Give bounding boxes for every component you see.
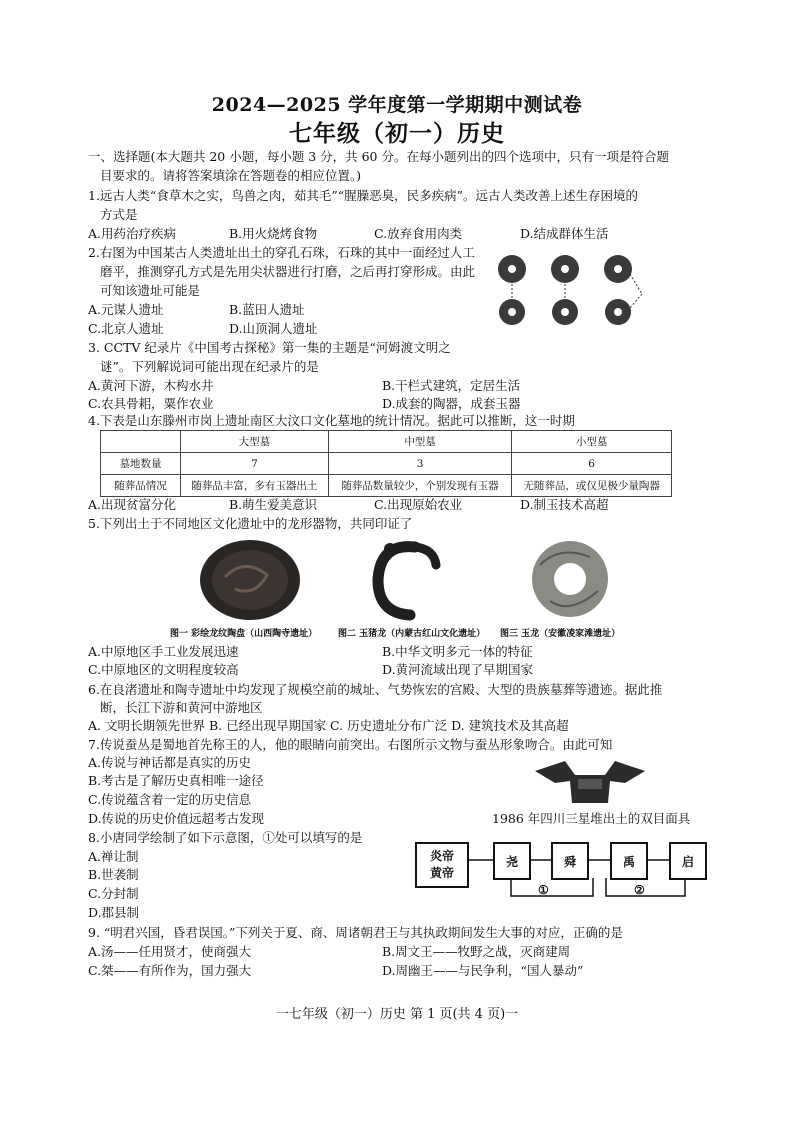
q1-option-a: A.用药治疗疾病	[88, 226, 177, 241]
mask-image-caption: 1986 年四川三星堆出土的双目面具	[492, 811, 691, 826]
q4-option-b: B.萌生爱美意识	[229, 497, 318, 512]
q6-stem-cont: 断，长江下游和黄河中游地区	[100, 700, 263, 715]
q7-option-b: B.考古是了解历史真相唯一途径	[88, 773, 264, 788]
q1-stem-cont: 方式是	[100, 207, 138, 222]
q7-option-d: D.传说的历史价值远超考古发现	[88, 811, 265, 826]
q3-option-d: D.成套的陶器，成套玉器	[382, 396, 521, 411]
table-cell: 3	[328, 453, 511, 475]
instructions-line2: 目要求的。请将答案填涂在答题卷的相应位置。)	[100, 168, 362, 183]
q2-option-d: D.山顶洞人遗址	[229, 321, 318, 336]
table-cell: 随葬品数量较少，个别发现有玉器	[328, 475, 511, 497]
q6-stem: 6.在良渚遗址和陶寺遗址中均发现了规模空前的城址、气势恢宏的宫殿、大型的贵族墓葬等遗迹。据此推	[88, 682, 663, 697]
yandi-huangdi-box	[415, 842, 469, 888]
q9-option-d: D.周幽王——与民争利，“国人暴动”	[382, 963, 584, 978]
q3-option-a: A.黄河下游，木构水井	[88, 378, 214, 393]
q4-option-a: A.出现贫富分化	[88, 497, 177, 512]
q5-stem: 5.下列出土于不同地区文化遗址中的龙形器物，共同印证了	[88, 516, 413, 531]
marker-1: ①	[538, 883, 549, 897]
painted-dragon-plate-image	[195, 537, 305, 623]
q8-stem: 8.小唐同学绘制了如下示意图，①处可以填写的是	[88, 830, 363, 845]
table-cell: 小型墓	[512, 431, 672, 453]
yao-box: 尧	[493, 842, 531, 880]
q8-option-c: C.分封制	[88, 886, 139, 901]
table-cell: 大型墓	[181, 431, 329, 453]
q1-option-c: C.放弃食用肉类	[374, 226, 463, 241]
figure2-caption: 图二 玉猪龙（内蒙古红山文化遗址）	[338, 629, 486, 639]
yandi-label: 炎帝	[429, 849, 454, 863]
table-cell: 随葬品丰富，多有玉器出土	[181, 475, 329, 497]
q3-stem: 3. CCTV 纪录片《中国考古探秘》第一集的主题是“河姆渡文明之	[88, 340, 451, 355]
table-header-row	[101, 431, 672, 453]
q8-option-d: D.郡县制	[88, 905, 140, 920]
figure1-caption: 图一 彩绘龙纹陶盘（山西陶寺遗址）	[170, 629, 318, 639]
q5-option-b: B.中华文明多元一体的特征	[382, 644, 533, 659]
q4-stem: 4.下表是山东滕州市岗上遗址南区大汶口文化墓地的统计情况。据此可以推断，这一时期	[88, 413, 575, 428]
q9-option-b: B.周文王——牧野之战，灭商建周	[382, 944, 571, 959]
q4-option-d: D.制玉技术高超	[520, 497, 609, 512]
q3-option-b: B.干栏式建筑，定居生活	[382, 378, 521, 393]
marker-2: ②	[634, 883, 645, 897]
table-cell: 7	[181, 453, 329, 475]
figure3-caption: 图三 玉龙（安徽凌家滩遗址）	[500, 629, 621, 639]
q5-option-d: D.黄河流域出现了早期国家	[382, 662, 534, 677]
table-cell: 随葬品情况	[101, 475, 181, 497]
q2-option-b: B.蓝田人遗址	[229, 302, 305, 317]
q2-stem: 2.右图为中国某古人类遗址出土的穿孔石珠，石珠的其中一面经过人工	[88, 245, 475, 260]
q1-option-d: D.结成群体生活	[520, 226, 609, 241]
jade-pig-dragon-image	[360, 535, 450, 623]
q9-option-c: C.桀——有所作为，国力强大	[88, 963, 252, 978]
table-cell: 墓地数量	[101, 453, 181, 475]
q1-stem: 1.远古人类“食草木之实，鸟兽之肉，茹其毛”“腥臊恶臭，民多疾病”。远古人类改善上述生存困境的	[88, 188, 638, 203]
stone-beads-image	[490, 244, 650, 334]
q3-stem-cont: 谜”。下列解说词可能出现在纪录片的是	[100, 359, 319, 374]
q9-stem: 9. “明君兴国，昏君误国。”下列关于夏、商、周诸朝君王与其执政期间发生大事的对应，正确的是	[88, 925, 623, 940]
exam-subtitle: 七年级（初一）历史	[289, 120, 505, 147]
q3-option-c: C.农具骨耜，粟作农业	[88, 396, 214, 411]
page-footer: 一七年级（初一）历史 第 1 页(共 4 页)一	[275, 1007, 519, 1022]
table-cell: 6	[512, 453, 672, 475]
jade-dragon-image	[520, 535, 620, 623]
q5-option-c: C.中原地区的文明程度较高	[88, 662, 239, 677]
table-row	[101, 453, 672, 475]
q1-option-b: B.用火烧烤食物	[229, 226, 318, 241]
exam-title: 2024—2025 学年度第一学期期中测试卷	[211, 94, 583, 116]
table-cell: 中型墓	[328, 431, 511, 453]
q7-stem: 7.传说蚕丛是蜀地首先称王的人，他的眼睛向前突出。右图所示文物与蚕丛形象吻合。由此可知	[88, 737, 613, 752]
table-cell: 无随葬品，或仅见极少量陶器	[512, 475, 672, 497]
q4-option-c: C.出现原始农业	[374, 497, 463, 512]
yu-box: 禹	[610, 842, 648, 880]
tomb-statistics-table	[100, 430, 672, 497]
shun-box: 舜	[551, 842, 589, 880]
q8-option-b: B.世袭制	[88, 867, 139, 882]
q2-option-a: A.元谋人遗址	[88, 302, 164, 317]
instructions-line1: 一、选择题(本大题共 20 小题，每小题 3 分，共 60 分。在每小题列出的四个选项中，只有一项是符合题	[88, 149, 669, 164]
q7-option-c: C.传说蕴含着一定的历史信息	[88, 792, 252, 807]
table-cell	[101, 431, 181, 453]
bronze-mask-image	[530, 753, 650, 808]
q9-option-a: A.汤——任用贤才，使商强大	[88, 944, 252, 959]
table-row	[101, 475, 672, 497]
huangdi-label: 黄帝	[429, 866, 454, 880]
qi-box: 启	[669, 842, 707, 880]
q2-stem-cont2: 可知该遗址可能是	[100, 283, 201, 298]
q2-stem-cont: 磨平，推测穿孔方式是先用尖状器进行打磨，之后再打穿形成。由此	[100, 264, 476, 279]
q8-option-a: A.禅让制	[88, 849, 139, 864]
q5-option-a: A.中原地区手工业发展迅速	[88, 644, 239, 659]
q6-options: A. 文明长期领先世界 B. 已经出现早期国家 C. 历史遗址分布广泛 D. 建筑技术及其高超	[88, 718, 569, 733]
q2-option-c: C.北京人遗址	[88, 321, 164, 336]
q7-option-a: A.传说与神话都是真实的历史	[88, 755, 252, 770]
